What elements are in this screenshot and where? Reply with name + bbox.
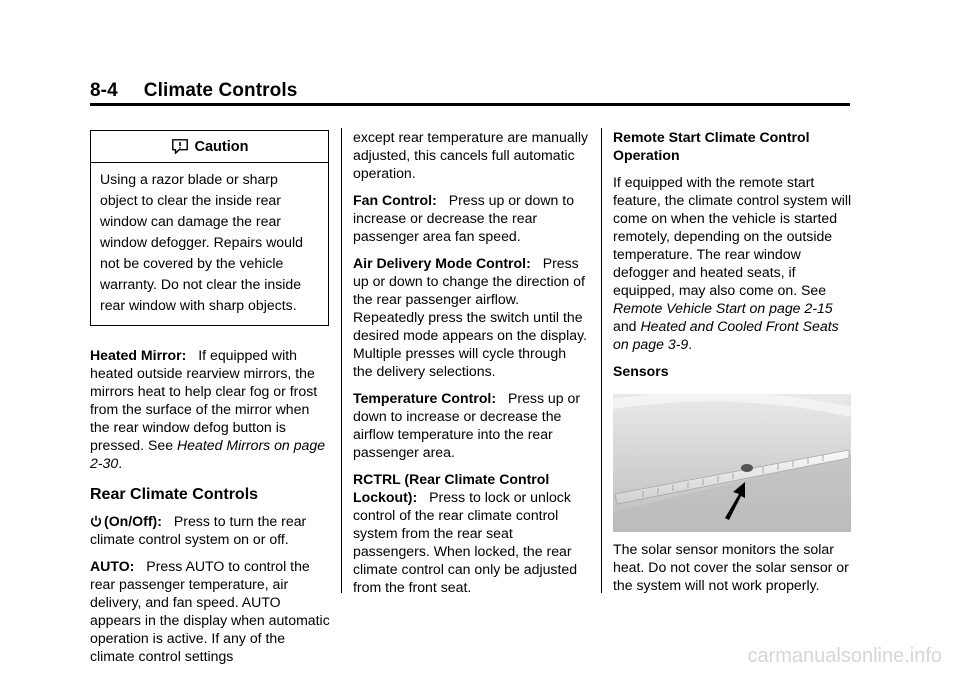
solar-sensor-illustration (613, 394, 851, 532)
power-icon (90, 515, 102, 527)
heated-mirror-paragraph (90, 346, 330, 472)
air-delivery-paragraph (353, 254, 589, 380)
power-text: Press to turn the rear climate control system on or off. (90, 513, 307, 547)
auto-term: AUTO: (90, 558, 135, 574)
fan-term: Fan Control: (353, 192, 437, 208)
remote-start-end: . (688, 336, 693, 352)
temperature-paragraph (353, 389, 589, 461)
remote-start-heading: Remote Start Climate Control Operation (613, 129, 810, 163)
watermark: carmanualsonline.info (747, 645, 942, 667)
solar-sensor-dome (741, 464, 753, 472)
sensor-paragraph: The solar sensor monitors the solar heat. Do not cover the solar sensor or the system will not work properly. (613, 541, 849, 593)
column-1 (90, 128, 330, 674)
caution-text: Using a razor blade or sharp object to clear the inside rear window can damage the rear window defogger. Repairs would not be covered by the vehicle warranty. Do not clear the inside rear window with sharp objects. (100, 171, 303, 313)
fan-paragraph (353, 191, 589, 245)
auto-paragraph (90, 557, 330, 665)
caution-box (90, 130, 329, 326)
page-header (90, 80, 297, 102)
page-number: 8-4 (90, 80, 118, 101)
heated-mirror-end: . (118, 455, 123, 471)
air-delivery-text: Press up or down to change the direction of the rear passenger airflow. Repeatedly press the switch until the desired mode appears on the display. Multiple presses will cycle through the delivery selections. (353, 255, 587, 379)
column-divider-1 (341, 128, 342, 593)
remote-start-paragraph (613, 173, 853, 353)
rctrl-text: Press to lock or unlock control of the rear climate control system from the rear seat passengers. When locked, the rear climate control can only be adjusted from the front seat. (353, 489, 578, 595)
heated-mirror-term: Heated Mirror: (90, 347, 187, 363)
caution-title: Caution (194, 138, 249, 155)
remote-start-link[interactable]: Remote Vehicle Start on page 2-15 (613, 300, 833, 316)
rctrl-term: RCTRL (Rear Climate Control Lockout): (353, 471, 550, 505)
and-text: and (613, 318, 637, 334)
power-term: (On/Off): (104, 513, 162, 529)
heated-mirror-link[interactable]: Heated Mirrors on page 2-30 (90, 437, 326, 471)
header-rule (90, 103, 850, 106)
solar-sensor-image (613, 394, 851, 532)
auto-text: Press AUTO to control the rear passenger temperature, air delivery, and fan speed. AUTO appears in the display when automatic operation is active. If any of the climate control settings (90, 558, 330, 664)
column-2 (353, 128, 589, 605)
heated-seats-link[interactable]: Heated and Cooled Front Seats on page 3-9 (613, 318, 839, 352)
column-3 (613, 128, 853, 603)
rear-climate-heading: Rear Climate Controls (90, 486, 259, 503)
rctrl-paragraph (353, 470, 589, 596)
sensors-heading: Sensors (613, 363, 669, 379)
remote-start-text: If equipped with the remote start feature, the climate control system will come on when the vehicle is started remotely, depending on the outside temperature. The rear window defogger and heated seats, if equipped, may also come on. See (613, 174, 852, 298)
heated-mirror-text: If equipped with heated outside rearview mirrors, the mirrors heat to help clear fog or frost from the surface of the mirror when the rear window defog button is pressed. See (90, 347, 318, 453)
temperature-term: Temperature Control: (353, 390, 497, 406)
air-delivery-term: Air Delivery Mode Control: (353, 255, 531, 271)
column-divider-2 (601, 128, 602, 593)
section-title: Climate Controls (143, 80, 298, 101)
continuation-paragraph: except rear temperature are manually adjusted, this cancels full automatic operation. (353, 129, 589, 181)
caution-icon (171, 138, 189, 156)
caution-header (91, 131, 328, 163)
temperature-text: Press up or down to increase or decrease the airflow temperature into the rear passenger area. (353, 390, 581, 460)
fan-text: Press up or down to increase or decrease the rear passenger area fan speed. (353, 192, 575, 244)
power-paragraph (90, 512, 330, 548)
